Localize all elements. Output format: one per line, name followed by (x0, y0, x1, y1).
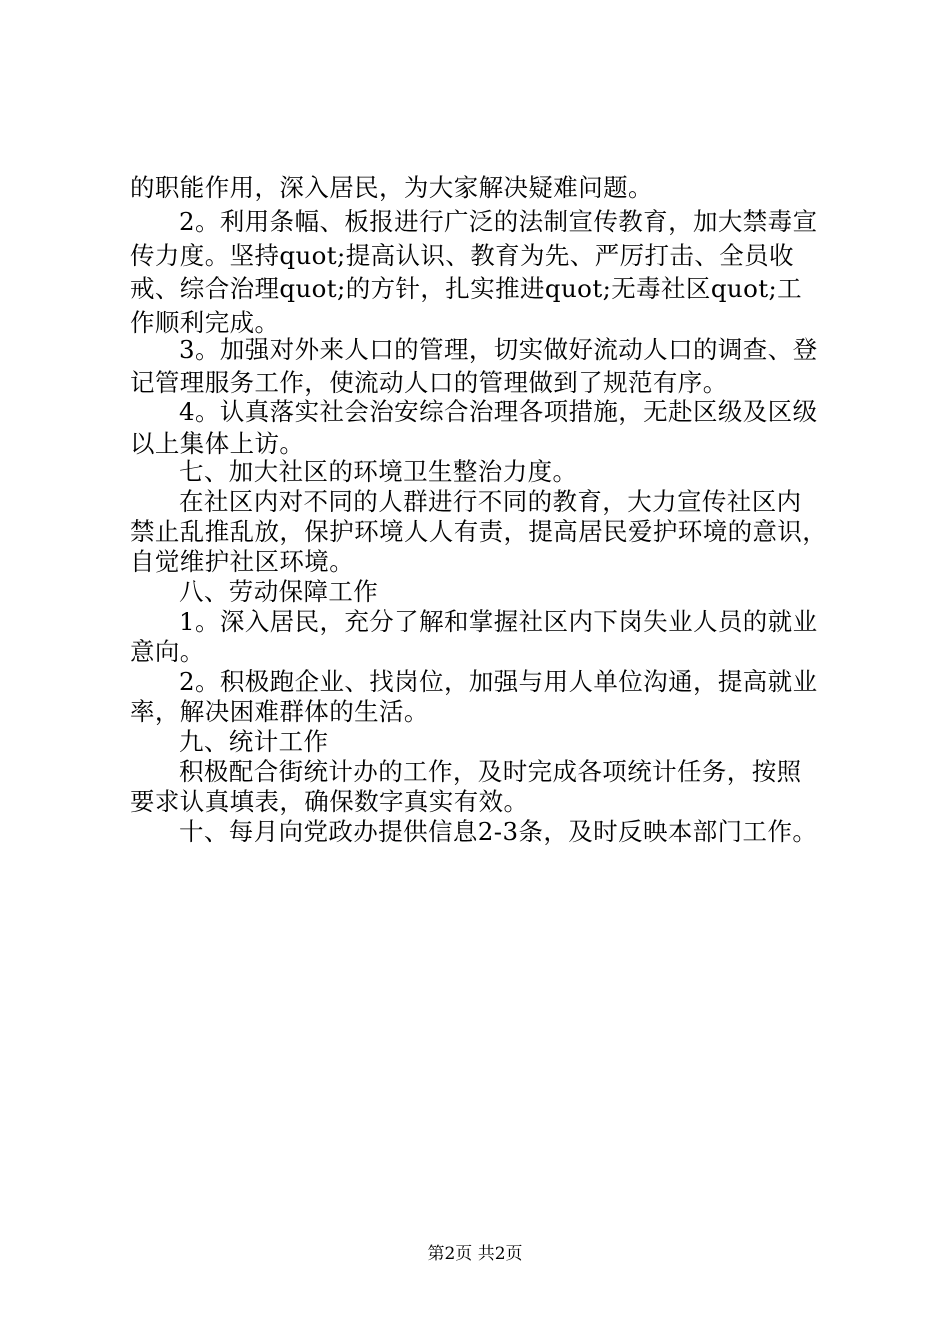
page-number-footer: 第2页 共2页 (427, 1244, 523, 1264)
text-line: 积极配合街统计办的工作，及时完成各项统计任务，按照 (179, 757, 802, 786)
text-line: 意向。 (130, 637, 205, 666)
section-heading: 九、统计工作 (179, 727, 329, 756)
text-line: 3。加强对外来人口的管理，切实做好流动人口的调查、登 (179, 335, 818, 364)
section-heading: 十、每月向党政办提供信息2-3条，及时反映本部门工作。 (179, 817, 818, 846)
text-line: 1。深入居民，充分了解和掌握社区内下岗失业人员的就业 (179, 607, 818, 636)
text-line: 自觉维护社区环境。 (130, 547, 355, 576)
section-heading: 八、劳动保障工作 (179, 577, 379, 606)
text-line: 记管理服务工作，使流动人口的管理做到了规范有序。 (130, 368, 728, 397)
text-line: 传力度。坚持quot;提高认识、教育为先、严厉打击、全员收 (130, 241, 794, 270)
text-line: 戒、综合治理quot;的方针，扎实推进quot;无毒社区quot;工 (130, 274, 803, 303)
text-line: 2。利用条幅、板报进行广泛的法制宣传教育，加大禁毒宣 (179, 207, 818, 236)
text-line: 要求认真填表，确保数字真实有效。 (130, 787, 529, 816)
section-heading: 七、加大社区的环境卫生整治力度。 (179, 457, 578, 486)
text-line: 2。积极跑企业、找岗位，加强与用人单位沟通，提高就业 (179, 667, 818, 696)
text-line: 在社区内对不同的人群进行不同的教育，大力宣传社区内 (179, 487, 802, 516)
text-line: 率，解决困难群体的生活。 (130, 697, 429, 726)
text-line: 4。认真落实社会治安综合治理各项措施，无赴区级及区级 (179, 397, 818, 426)
text-line: 以上集体上访。 (130, 429, 305, 458)
text-line: 禁止乱推乱放，保护环境人人有责，提高居民爱护环境的意识， (130, 517, 828, 546)
text-line: 作顺利完成。 (130, 308, 280, 337)
text-line: 的职能作用，深入居民，为大家解决疑难问题。 (130, 173, 653, 202)
